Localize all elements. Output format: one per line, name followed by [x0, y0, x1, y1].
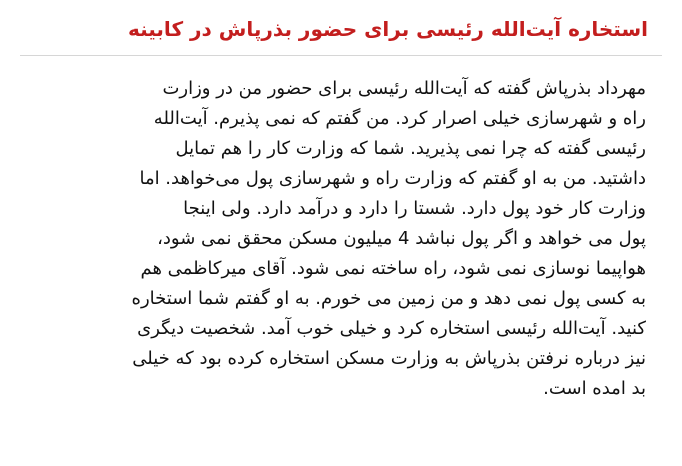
body-line: کنید. آیت‌الله رئیسی استخاره کرد و خیلی خوب آمد. شخصیت دیگری — [137, 318, 646, 339]
body-line: پول می خواهد و اگر پول نباشد 4 میلیون مسکن محقق نمی شود، — [157, 228, 646, 249]
body-line: مهرداد بذرپاش گفته که آیت‌الله رئیسی برای حضور من در وزارت — [162, 78, 646, 99]
body-line: وزارت کار خود پول دارد. شستا را دارد و درآمد دارد. ولی اینجا — [183, 198, 646, 219]
body-line: رئیسی گفته که چرا نمی پذیرید. شما که وزارت کار را هم تمایل — [175, 138, 646, 159]
body-line: به کسی پول نمی دهد و من زمین می خورم. به او گفتم شما استخاره — [131, 288, 646, 309]
body-line: بد امده است. — [543, 378, 646, 399]
body-line: داشتید. من به او گفتم که وزارت راه و شهرسازی پول می‌خواهد. اما — [139, 168, 646, 189]
body-line: نیز درباره نرفتن بذرپاش به وزارت مسکن استخاره کرده بود که خیلی — [132, 348, 646, 369]
headline-divider — [20, 55, 662, 56]
article-headline: استخاره آیت‌الله رئیسی برای حضور بذرپاش در کابینه — [127, 17, 648, 41]
body-line: هواپیما نوسازی نمی شود، راه ساخته نمی شود. آقای میرکاظمی هم — [140, 258, 646, 279]
article-body — [14, 74, 646, 404]
body-line: راه و شهرسازی خیلی اصرار کرد. من گفتم که نمی پذیرم. آیت‌الله — [153, 108, 646, 129]
